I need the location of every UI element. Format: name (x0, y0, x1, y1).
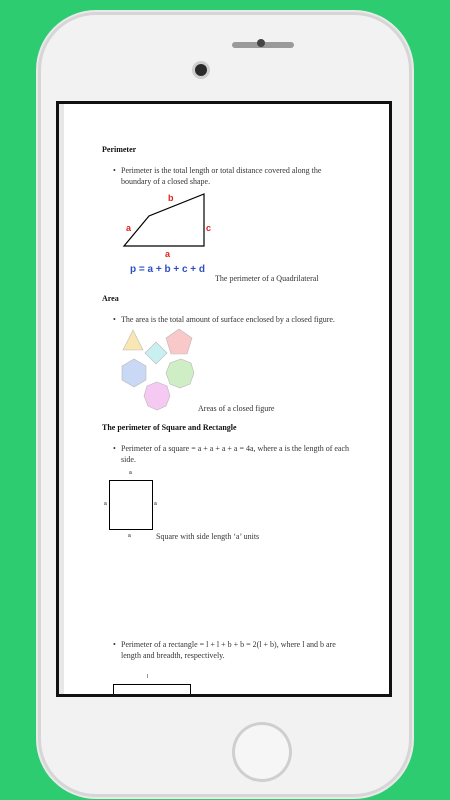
square-label-right: a (154, 501, 157, 507)
area-heading: Area (102, 294, 119, 303)
document-page[interactable] (59, 104, 389, 694)
rectangle-perimeter-definition (113, 639, 357, 661)
proximity-sensor (257, 39, 265, 47)
pentagon-shape (166, 329, 192, 354)
perimeter-formula: p = a + b + c + d (130, 264, 206, 275)
area-definition (113, 314, 361, 325)
page-margin-strip (59, 104, 64, 694)
area-shapes-illustration (119, 326, 199, 411)
side-label-a-bottom: a (165, 249, 171, 259)
bullet-icon: • (113, 444, 116, 453)
square-perimeter-text: Perimeter of a square = a + a + a + a = 4a, where a is the length of each side. (121, 444, 350, 464)
octagon-shape (166, 359, 194, 388)
square-label-left: a (104, 501, 107, 507)
heptagon-shape (144, 382, 170, 410)
area-caption: Areas of a closed figure (198, 404, 275, 413)
bullet-icon: • (113, 640, 116, 649)
square-label-bottom: a (128, 533, 131, 539)
side-label-b: b (168, 193, 174, 203)
rectangle-perimeter-text: Perimeter of a rectangle = l + l + b + b = 2(l + b), where l and b are length and breadth, respectively. (121, 640, 336, 660)
perimeter-definition-text: Perimeter is the total length or total distance covered along the boundary of a closed shape. (121, 166, 322, 186)
bullet-icon: • (113, 315, 116, 324)
area-definition-text: The area is the total amount of surface enclosed by a closed figure. (121, 315, 335, 324)
quadrilateral-caption: The perimeter of a Quadrilateral (215, 274, 319, 283)
rectangle-diagram (113, 684, 191, 694)
hexagon-shape (122, 359, 146, 387)
square-caption: Square with side length ‘a’ units (156, 532, 260, 541)
perimeter-definition (113, 165, 346, 187)
perimeter-heading: Perimeter (102, 145, 137, 154)
rectangle-label-top: l (147, 674, 149, 680)
diamond-shape (145, 342, 167, 364)
home-button[interactable] (232, 722, 292, 782)
phone-screen (56, 101, 392, 697)
quadrilateral-shape (124, 194, 204, 246)
square-label-top: a (129, 470, 132, 476)
bullet-icon: • (113, 166, 116, 175)
square-perimeter-definition (113, 443, 351, 465)
square-diagram (109, 480, 153, 530)
triangle-shape (123, 330, 143, 350)
front-camera-icon (195, 64, 207, 76)
square-rect-heading: The perimeter of Square and Rectangle (102, 423, 237, 432)
side-label-a: a (126, 223, 132, 233)
side-label-c: c (206, 223, 212, 233)
